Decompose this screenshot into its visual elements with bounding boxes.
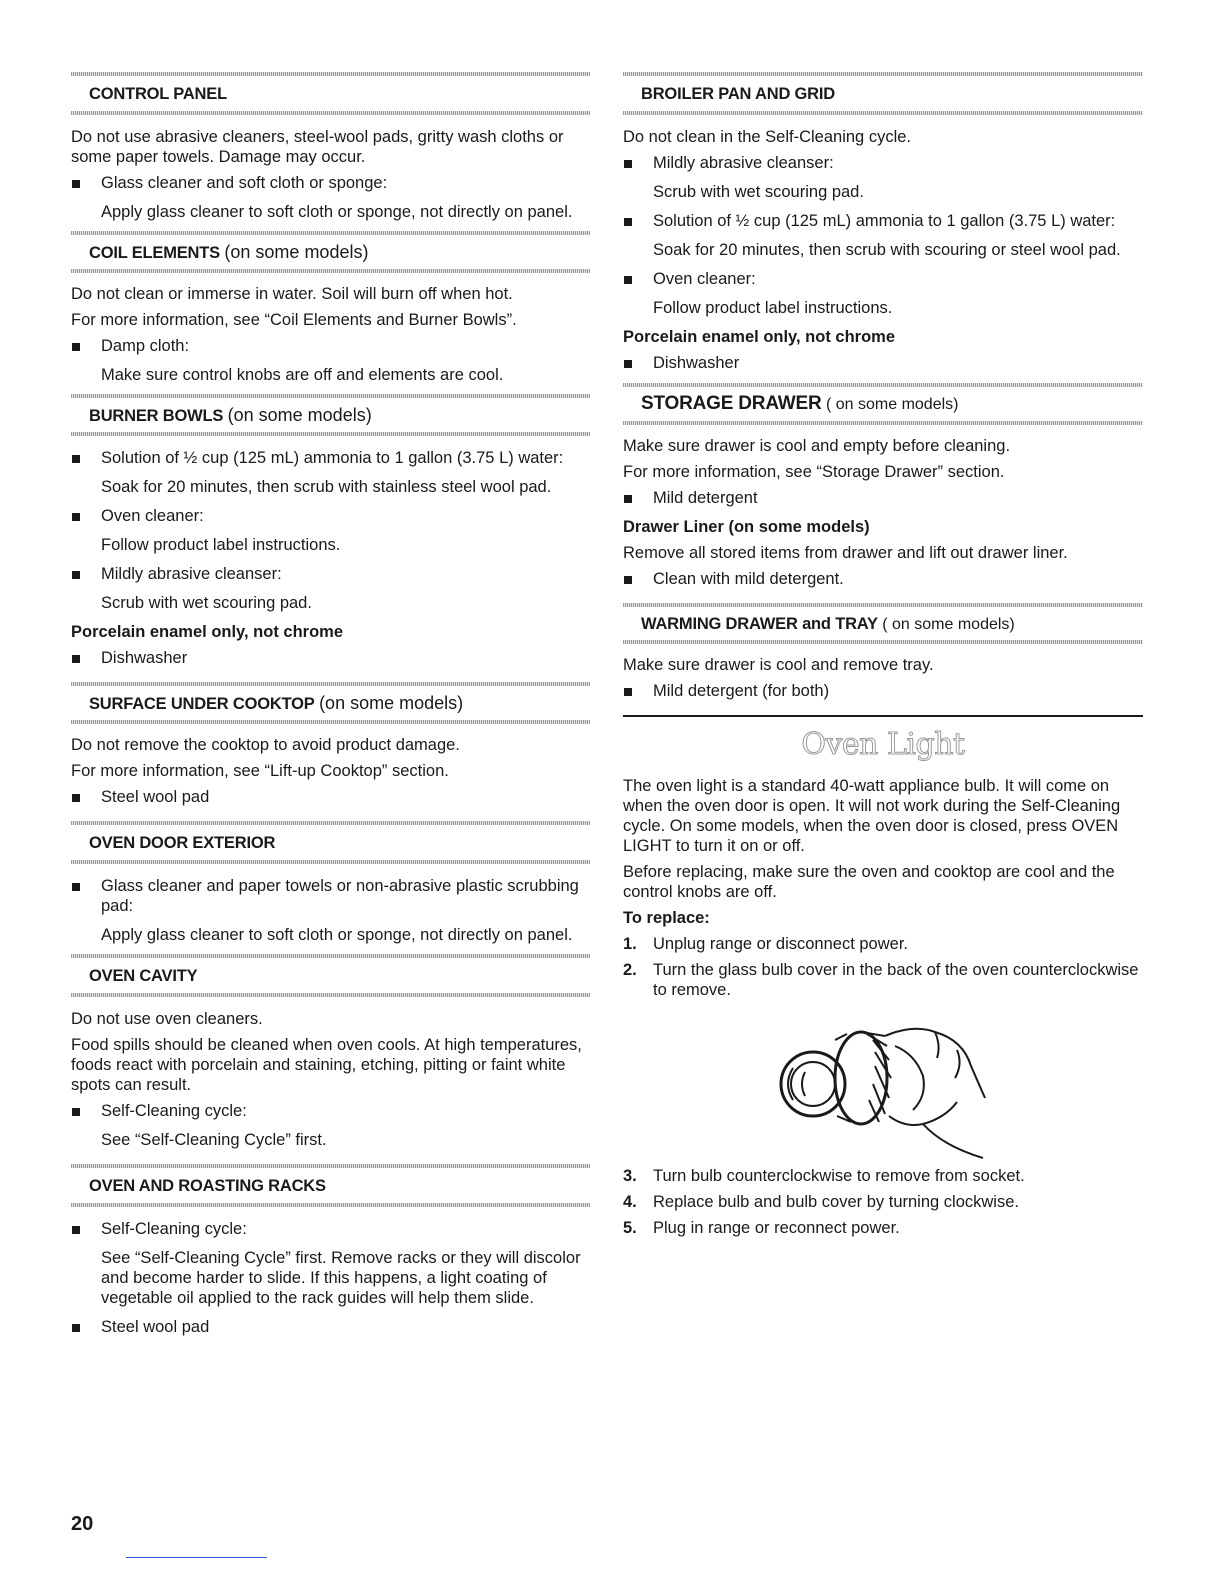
section-header [71,686,590,720]
bullet-detail: Apply glass cleaner to soft cloth or sponge, not directly on panel. [101,926,573,944]
section-surface-under-cooktop [71,682,590,807]
section-paragraph: The oven light is a standard 40-watt appliance bulb. It will come on when the oven door is open. It will not work during the Self-Cleaning cycle. On some models, when the oven door is closed, press OVEN LIGHT to turn it on or off. [623,777,1121,855]
section-header [71,76,590,111]
section-rule [71,269,590,273]
bullet-item: Clean with mild detergent. [623,569,1143,589]
section-paragraph: Make sure drawer is cool and empty before cleaning. [623,437,1011,455]
section-title: WARMING DRAWER and TRAY [641,615,878,633]
section-control-panel [71,72,590,222]
bullet-item: Mildly abrasive cleanser: [623,153,1143,173]
bullet-item: Self-Cleaning cycle: [71,1219,590,1239]
step-text: Unplug range or disconnect power. [653,935,908,953]
bullet-item: Mild detergent (for both) [623,681,1143,701]
bullet-item: Solution of ½ cup (125 mL) ammonia to 1 gallon (3.75 L) water: [71,448,590,468]
section-title: OVEN AND ROASTING RACKS [89,1177,326,1195]
section-header [71,1168,590,1203]
bullet-item: Damp cloth: [71,336,590,356]
section-broiler-pan [623,72,1143,373]
section-oven-cavity [71,954,590,1150]
section-paragraph: Do not clean or immerse in water. Soil will burn off when hot. [71,285,513,303]
section-oven-light [623,715,1143,1238]
section-paragraph: Food spills should be cleaned when oven cools. At high temperatures, foods react with porcelain and staining, etching, pitting or faint white spots can result. [71,1036,582,1094]
step-text: Turn bulb counterclockwise to remove from socket. [653,1167,1025,1185]
section-paragraph: Make sure drawer is cool and remove tray. [623,656,934,674]
section-title: OVEN CAVITY [89,967,198,985]
list-item [623,934,1143,954]
bulb-illustration [623,1006,1143,1166]
bold-note: Porcelain enamel only, not chrome [71,623,344,641]
section-intro: Do not clean in the Self-Cleaning cycle. [623,128,911,146]
section-rule [71,720,590,724]
step-number: 1. [623,935,637,953]
section-rule [623,111,1143,115]
section-rule [71,432,590,436]
list-item [623,960,1143,1000]
step-text: Plug in range or reconnect power. [653,1219,900,1237]
page-number: 20 [71,1513,94,1535]
bullet-detail: See “Self-Cleaning Cycle” first. [101,1131,327,1149]
section-title: COIL ELEMENTS [89,244,220,262]
section-header [623,76,1143,111]
bullet-detail: Soak for 20 minutes, then scrub with scouring or steel wool pad. [653,241,1121,259]
bullet-item: Glass cleaner and soft cloth or sponge: [71,173,590,193]
bullet-item: Self-Cleaning cycle: [71,1101,590,1121]
step-text: Replace bulb and bulb cover by turning clockwise. [653,1193,1019,1211]
list-item [623,1166,1143,1186]
section-paragraph: For more information, see “Storage Drawer” section. [623,463,1005,481]
section-rule [71,860,590,864]
section-header [71,398,590,432]
section-paragraph: Remove all stored items from drawer and lift out drawer liner. [623,544,1068,562]
section-burner-bowls [71,394,590,668]
page-title: Oven Light [801,727,965,762]
section-title: OVEN DOOR EXTERIOR [89,834,276,852]
section-paragraph: Do not remove the cooktop to avoid product damage. [71,736,460,754]
footer-rule [126,1557,267,1558]
section-header [71,958,590,993]
section-subtitle: (on some models) [227,405,372,425]
bullet-detail: See “Self-Cleaning Cycle” first. Remove racks or they will discolor and become harder to slide. If this happens, a light coating of vegetable oil applied to the rack guides will help them slide. [101,1249,581,1307]
bullet-item: Glass cleaner and paper towels or non-abrasive plastic scrubbing pad: [71,876,590,916]
bullet-detail: Follow product label instructions. [101,536,341,554]
bullet-item: Steel wool pad [71,787,590,807]
section-rule [71,111,590,115]
section-oven-door-exterior [71,821,590,945]
bullet-detail: Scrub with wet scouring pad. [653,183,864,201]
section-paragraph: For more information, see “Lift-up Cooktop” section. [71,762,449,780]
bullet-detail: Soak for 20 minutes, then scrub with stainless steel wool pad. [101,478,552,496]
section-header [71,825,590,860]
list-item [623,1192,1143,1212]
bullet-item: Mild detergent [623,488,1143,508]
bullet-item: Steel wool pad [71,1317,590,1337]
section-oven-racks [71,1164,590,1337]
left-column [71,72,590,1346]
section-storage-drawer [623,383,1143,589]
section-rule [623,421,1143,425]
section-paragraph: Do not use oven cleaners. [71,1010,263,1028]
bullet-item: Dishwasher [623,353,1143,373]
section-warming-drawer [623,603,1143,701]
bold-note: Drawer Liner (on some models) [623,518,870,536]
bullet-detail: Make sure control knobs are off and elements are cool. [101,366,504,384]
section-rule [71,993,590,997]
section-title: BURNER BOWLS [89,407,224,425]
bullet-item: Dishwasher [71,648,590,668]
section-intro: Do not use abrasive cleaners, steel-wool pads, gritty wash cloths or some paper towels. Damage may occur. [71,128,564,166]
step-text: Turn the glass bulb cover in the back of the oven counterclockwise to remove. [653,961,1139,999]
section-paragraph: For more information, see “Coil Elements and Burner Bowls”. [71,311,517,329]
bold-note: To replace: [623,909,710,927]
section-header [623,387,1143,421]
section-divider [623,715,1143,717]
section-subtitle: ( on some models) [882,616,1015,633]
section-rule [71,1203,590,1207]
section-coil-elements [71,231,590,385]
bullet-item: Oven cleaner: [71,506,590,526]
step-number: 3. [623,1167,637,1185]
bullet-detail: Scrub with wet scouring pad. [101,594,312,612]
hand-turning-bulb-cover-icon [623,1006,1143,1166]
bullet-detail: Follow product label instructions. [653,299,893,317]
bullet-item: Oven cleaner: [623,269,1143,289]
section-paragraph: Before replacing, make sure the oven and cooktop are cool and the control knobs are off. [623,863,1115,901]
section-title: STORAGE DRAWER [641,393,822,414]
list-item [623,1218,1143,1238]
section-title: SURFACE UNDER COOKTOP [89,695,315,713]
step-number: 2. [623,961,637,979]
step-number: 5. [623,1219,637,1237]
section-header [71,235,590,269]
section-rule [623,640,1143,644]
bullet-item: Solution of ½ cup (125 mL) ammonia to 1 gallon (3.75 L) water: [623,211,1143,231]
section-title: CONTROL PANEL [89,85,227,103]
step-number: 4. [623,1193,637,1211]
section-title: BROILER PAN AND GRID [641,85,836,103]
bold-note: Porcelain enamel only, not chrome [623,328,896,346]
section-subtitle: ( on some models) [825,396,959,413]
right-column [623,72,1143,1244]
section-subtitle: (on some models) [319,693,464,713]
bullet-item: Mildly abrasive cleanser: [71,564,590,584]
bullet-detail: Apply glass cleaner to soft cloth or sponge, not directly on panel. [101,203,573,221]
section-subtitle: (on some models) [224,242,369,262]
section-header [623,607,1143,640]
